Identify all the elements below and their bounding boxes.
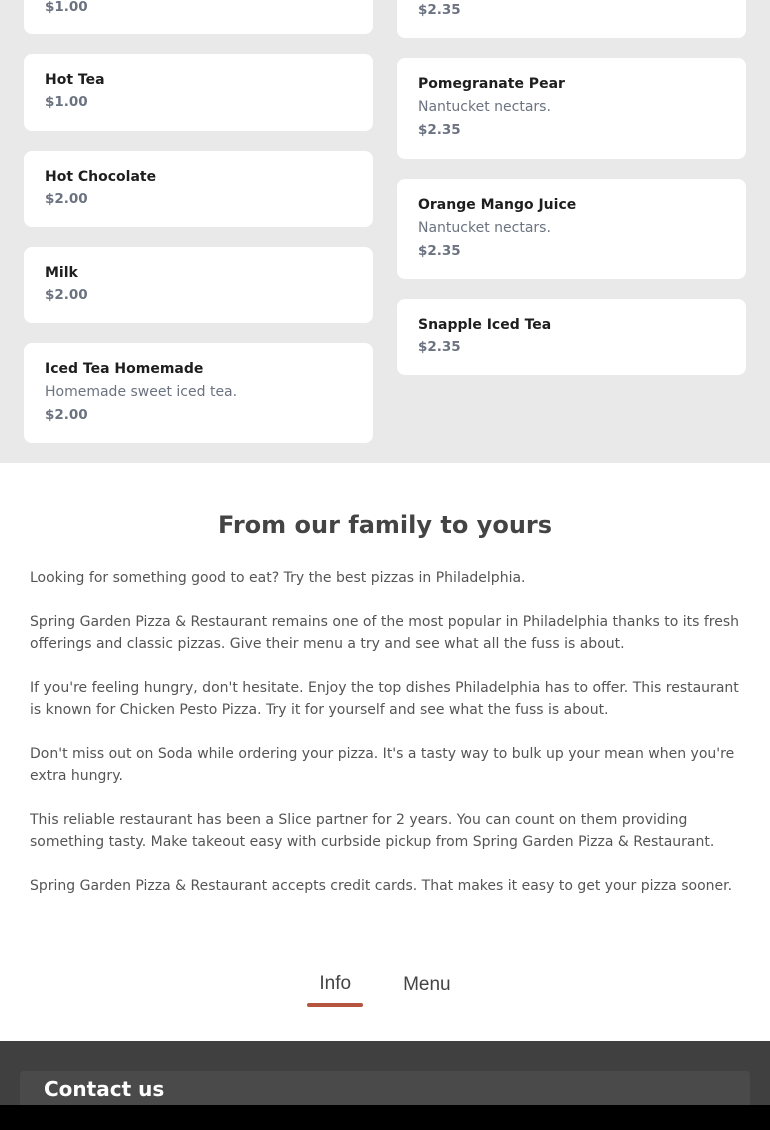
info-paragraph: Don't miss out on Soda while ordering your pizza. It's a tasty way to bulk up your mean when you're extra hungry. bbox=[30, 746, 735, 784]
item-name: Hot Tea bbox=[45, 72, 105, 88]
item-name: Orange Mango Juice bbox=[418, 197, 577, 213]
info-paragraph: If you're feeling hungry, don't hesitate. Enjoy the top dishes Philadelphia has to offer. This restaurant is known for Chicken Pesto Pizza. Try it for yourself and see what the fuss is about. bbox=[30, 680, 739, 718]
tab-bar bbox=[0, 973, 770, 1007]
menu-item-card[interactable] bbox=[24, 343, 373, 443]
tab-menu[interactable]: Menu bbox=[403, 974, 451, 995]
bottom-bar bbox=[0, 1105, 770, 1130]
item-name: Hot Chocolate bbox=[45, 169, 157, 185]
info-paragraph: This reliable restaurant has been a Slice partner for 2 years. You can count on them providing something tasty. Make takeout easy with curbside pickup from Spring Garden Pizza & Restaurant. bbox=[30, 812, 715, 850]
item-description: Nantucket nectars. bbox=[418, 220, 551, 236]
footer bbox=[0, 1041, 770, 1105]
menu-item-card[interactable] bbox=[397, 299, 746, 375]
item-price: $1.00 bbox=[45, 94, 88, 110]
info-section bbox=[0, 463, 770, 1041]
contact-card bbox=[20, 1071, 750, 1105]
info-paragraph: Spring Garden Pizza & Restaurant remains one of the most popular in Philadelphia thanks to its fresh offerings and classic pizzas. Give their menu a try and see what all the fuss is about. bbox=[30, 614, 739, 652]
item-price: $2.00 bbox=[45, 191, 88, 207]
menu-item-card[interactable] bbox=[24, 54, 373, 131]
item-price: $2.35 bbox=[418, 243, 461, 259]
info-paragraph: Looking for something good to eat? Try the best pizzas in Philadelphia. bbox=[30, 570, 526, 586]
info-title: From our family to yours bbox=[217, 511, 553, 539]
menu-item-card[interactable] bbox=[24, 247, 373, 323]
item-price: $2.35 bbox=[418, 339, 461, 355]
item-name: Milk bbox=[45, 265, 78, 281]
item-price: $2.00 bbox=[45, 407, 88, 423]
item-description: Homemade sweet iced tea. bbox=[45, 384, 238, 400]
tab-info[interactable]: Info bbox=[307, 973, 363, 1007]
menu-item-card[interactable] bbox=[397, 0, 746, 38]
contact-title: Contact us bbox=[44, 1077, 165, 1101]
item-name: Pomegranate Pear bbox=[418, 76, 565, 92]
item-name: Snapple Iced Tea bbox=[418, 317, 552, 333]
info-paragraph: Spring Garden Pizza & Restaurant accepts credit cards. That makes it easy to get your pizza sooner. bbox=[30, 878, 733, 894]
item-name: Iced Tea Homemade bbox=[45, 361, 204, 377]
item-price: $2.00 bbox=[45, 287, 88, 303]
menu-item-card[interactable] bbox=[24, 0, 373, 34]
menu-item-card[interactable] bbox=[24, 151, 373, 227]
menu-item-card[interactable] bbox=[397, 179, 746, 279]
item-price: $2.35 bbox=[418, 2, 461, 18]
item-price: $1.00 bbox=[45, 0, 88, 15]
menu-section bbox=[0, 0, 770, 463]
item-price: $2.35 bbox=[418, 122, 461, 138]
item-description: Nantucket nectars. bbox=[418, 99, 551, 115]
menu-item-card[interactable] bbox=[397, 58, 746, 159]
